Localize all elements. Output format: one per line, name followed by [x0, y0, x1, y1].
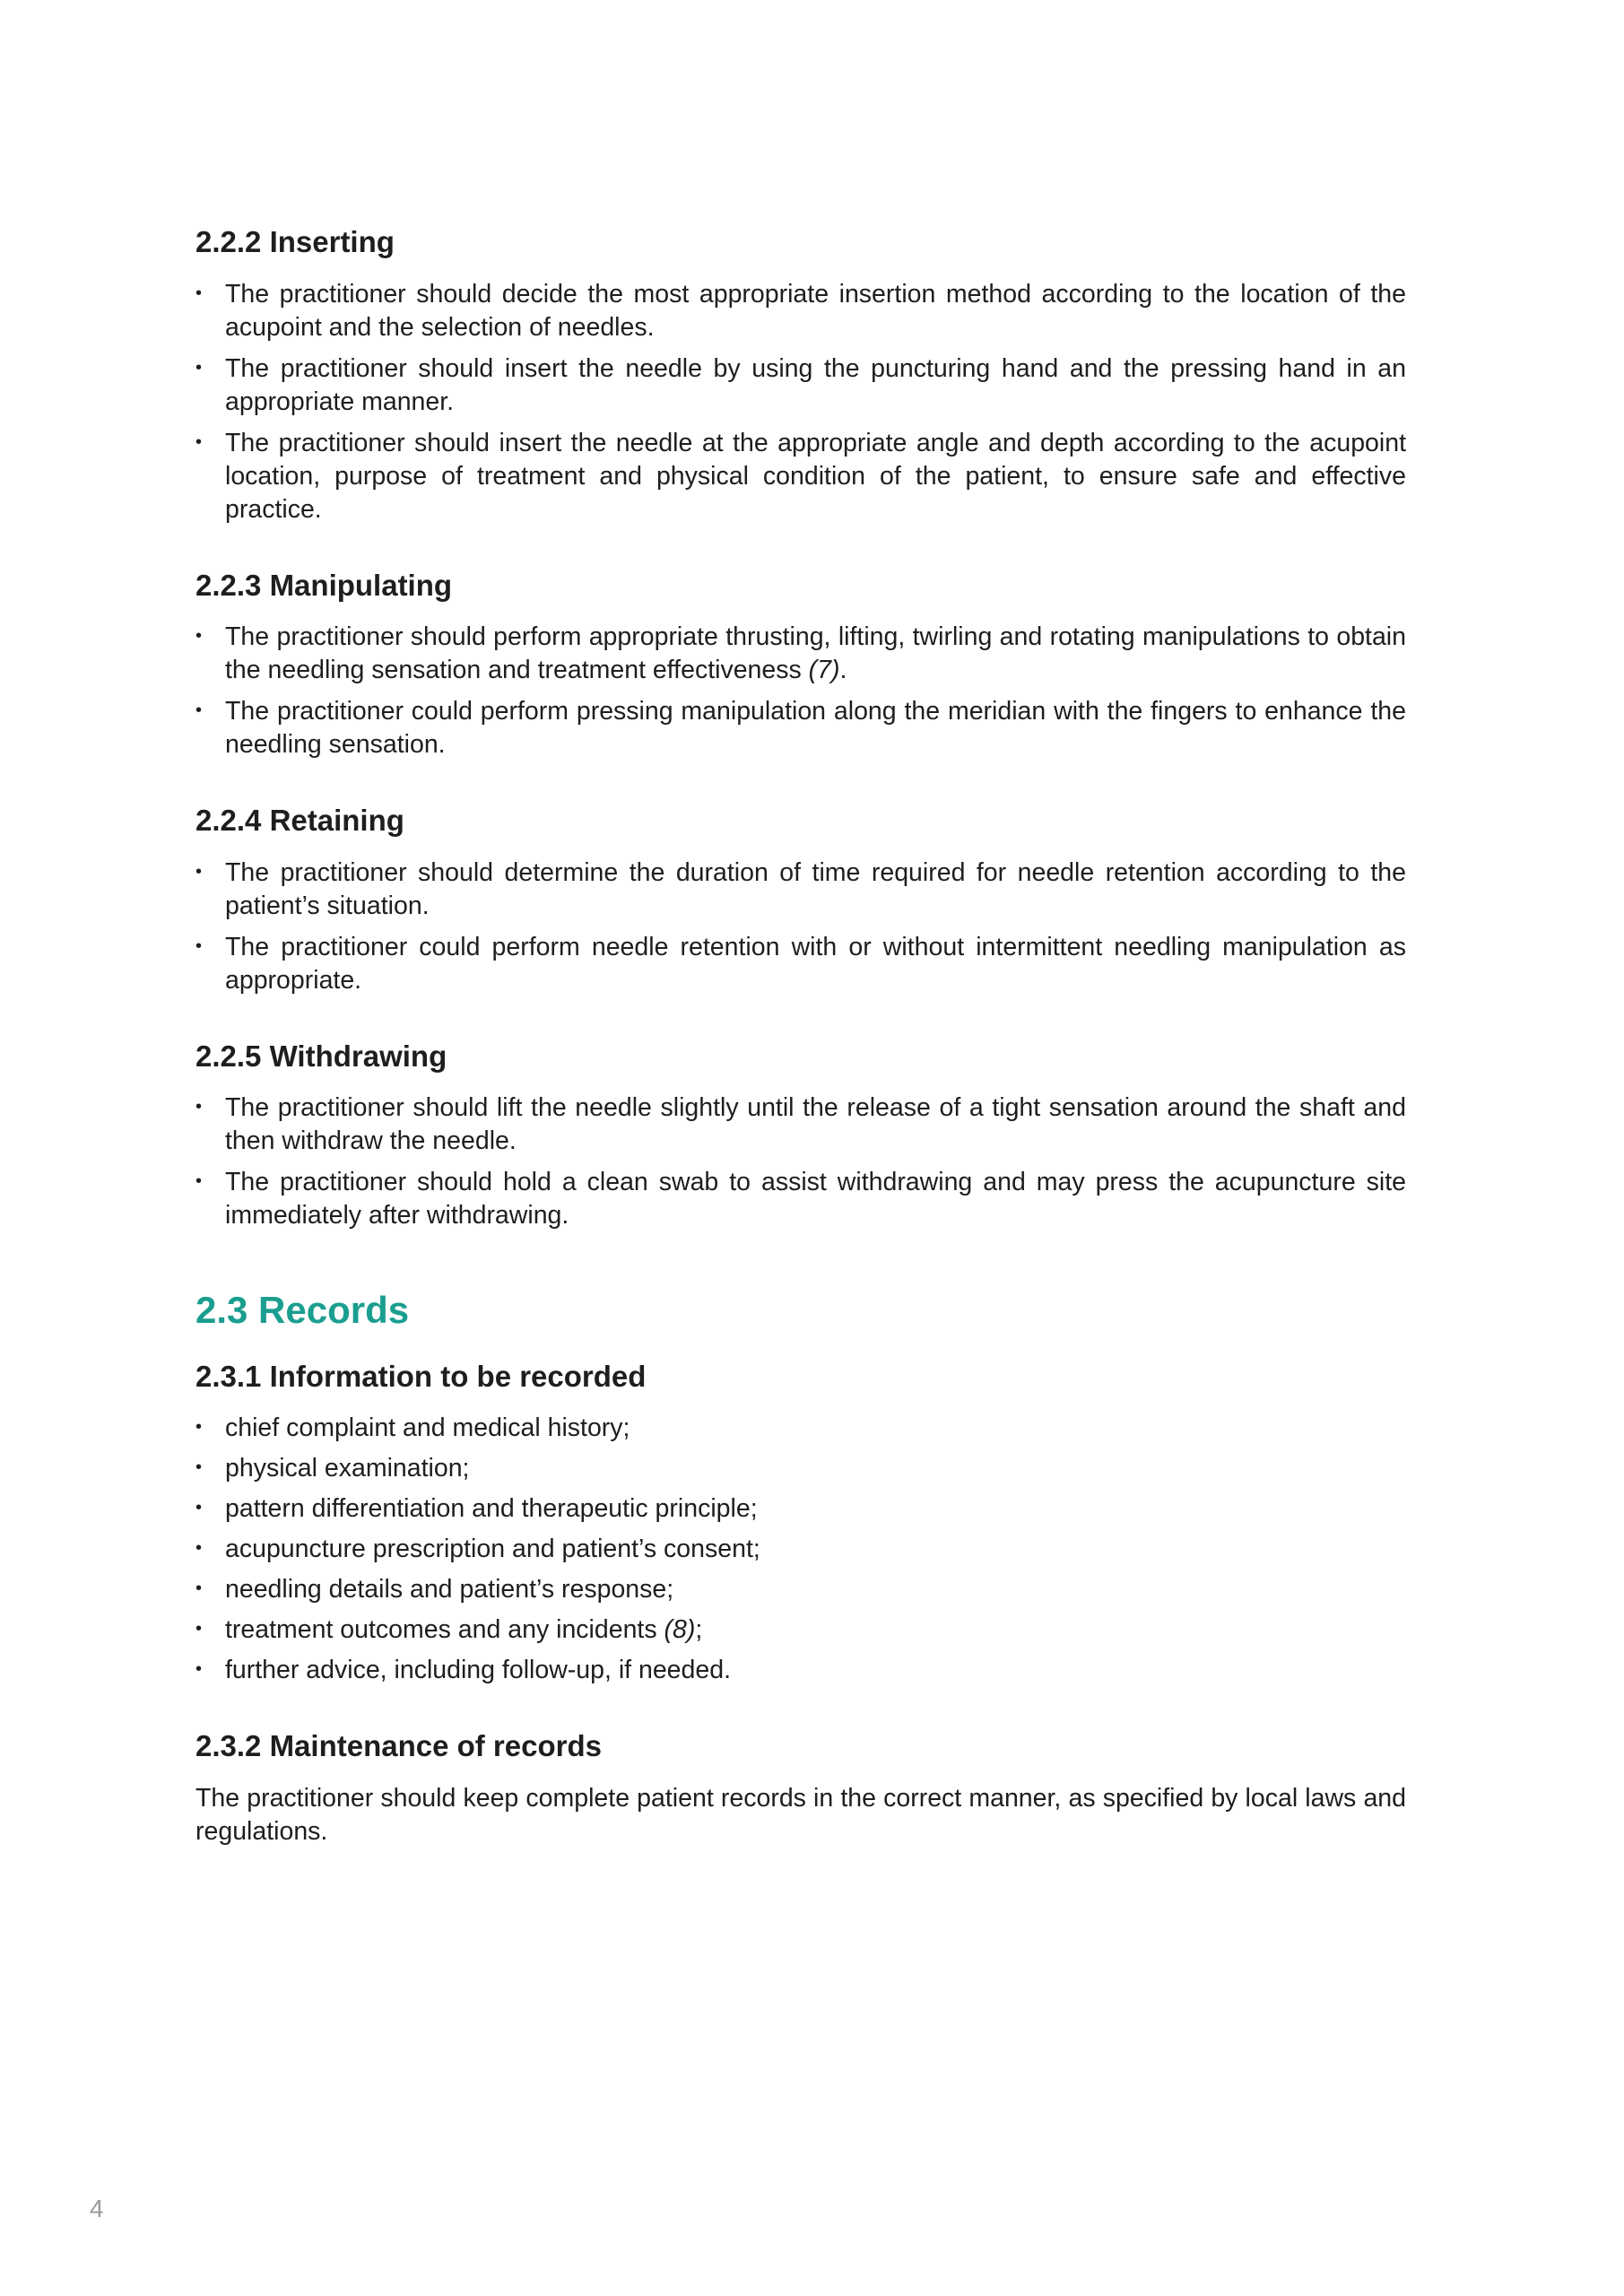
list-item-end: ;	[695, 1615, 703, 1645]
list-item: • chief complaint and medical history;	[195, 1412, 1406, 1445]
manipulating-section	[195, 568, 1406, 762]
manipulating-heading: 2.2.3 Manipulating	[195, 568, 453, 602]
list-item: • acupuncture prescription and patient’s consent;	[195, 1533, 1406, 1566]
list-item: • physical examination;	[195, 1452, 1406, 1485]
retaining-section	[195, 803, 1406, 997]
inserting-list	[195, 278, 1406, 526]
maintenance-heading: 2.3.2 Maintenance of records	[195, 1729, 602, 1763]
document-page	[195, 224, 1406, 1890]
list-item: • The practitioner should decide the most appropriate insertion method according to the location of the acupoint and the selection of needles.	[195, 278, 1406, 344]
withdrawing-heading: 2.2.5 Withdrawing	[195, 1039, 447, 1073]
list-item: • The practitioner should lift the needle slightly until the release of a tight sensation around the shaft and then withdraw the needle.	[195, 1091, 1406, 1158]
maintenance-paragraph: The practitioner should keep complete patient records in the correct manner, as specified by local laws and regulations.	[195, 1783, 1406, 1846]
manipulating-list	[195, 621, 1406, 761]
inserting-heading: 2.2.2 Inserting	[195, 225, 395, 258]
list-item: • further advice, including follow-up, if needed.	[195, 1654, 1406, 1687]
list-item-text: treatment outcomes and any incidents	[225, 1615, 664, 1645]
page-number: 4	[90, 2195, 104, 2222]
list-item	[195, 1613, 1406, 1647]
list-item: • The practitioner should insert the needle by using the puncturing hand and the pressing hand in an appropriate manner.	[195, 352, 1406, 419]
list-item-end: .	[839, 656, 847, 685]
list-item: • The practitioner could perform pressing manipulation along the meridian with the fingers to enhance the needling sensation.	[195, 695, 1406, 761]
information-recorded-heading: 2.3.1 Information to be recorded	[195, 1359, 647, 1393]
records-section	[195, 1288, 1406, 1848]
inserting-section	[195, 224, 1406, 526]
retaining-list	[195, 857, 1406, 997]
withdrawing-section	[195, 1039, 1406, 1233]
reference-citation: (7)	[808, 656, 840, 685]
information-recorded-list	[195, 1412, 1406, 1687]
list-item	[195, 621, 1406, 687]
list-item: • The practitioner should insert the needle at the appropriate angle and depth according to the acupoint location, purpose of treatment and physical condition of the patient, to ensure safe and effective practice.	[195, 427, 1406, 526]
list-item: • The practitioner could perform needle retention with or without intermittent needling manipulation as appropriate.	[195, 931, 1406, 997]
list-item: • The practitioner should determine the duration of time required for needle retention according to the patient’s situation.	[195, 857, 1406, 923]
withdrawing-list	[195, 1091, 1406, 1232]
reference-citation: (8)	[664, 1615, 696, 1645]
records-title: 2.3 Records	[195, 1289, 410, 1332]
list-item: • pattern differentiation and therapeutic principle;	[195, 1492, 1406, 1526]
list-item: • The practitioner should hold a clean swab to assist withdrawing and may press the acupuncture site immediately after withdrawing.	[195, 1166, 1406, 1232]
maintenance-section	[195, 1728, 1406, 1848]
retaining-heading: 2.2.4 Retaining	[195, 804, 404, 838]
information-recorded-section	[195, 1359, 1406, 1688]
list-item: • needling details and patient’s response;	[195, 1573, 1406, 1606]
list-item-text: The practitioner should perform appropriate thrusting, lifting, twirling and rotating manipulations to obtain the needling sensation and treatment effectiveness	[225, 622, 1406, 685]
